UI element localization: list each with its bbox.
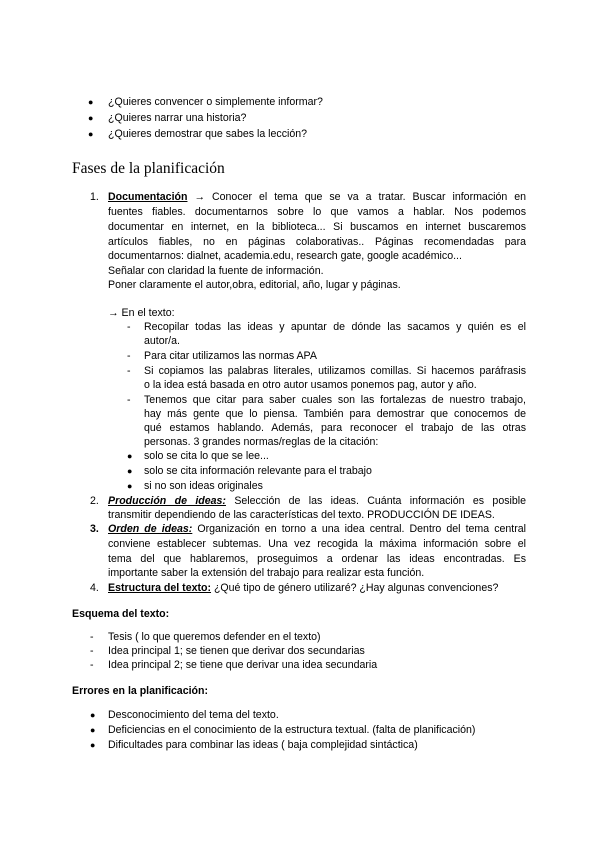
dash-icon: - xyxy=(127,365,131,377)
list-item: si no son ideas originales xyxy=(144,480,263,492)
phase-text: transmitir dependiendo de las características del texto. PRODUCCIÓN DE IDEAS. xyxy=(108,509,495,521)
phase-text: Organización en torno a una idea central. Dentro del tema central xyxy=(192,523,526,535)
bullet-icon: ● xyxy=(88,97,94,107)
dash-item-line xyxy=(144,320,526,334)
list-item: ¿Quieres narrar una historia? xyxy=(108,112,247,124)
phase-term: Estructura del texto: xyxy=(108,582,212,594)
phase-line xyxy=(108,235,526,249)
list-item: Idea principal 2; se tiene que derivar una idea secundaria xyxy=(108,659,378,671)
dash-item-text: Para citar utilizamos las normas APA xyxy=(144,350,317,362)
list-item: Dificultades para combinar las ideas ( baja complejidad sintáctica) xyxy=(108,739,418,751)
dash-item-text: Si copiamos las palabras literales, utilizamos comillas. Si hacemos paráfrasis xyxy=(144,365,526,377)
dash-item-line xyxy=(144,364,526,378)
list-item: ¿Quieres demostrar que sabes la lección? xyxy=(108,128,308,140)
phase-text: conviene establecer subtemas. Una vez recogida la máxima información sobre el xyxy=(108,538,526,550)
list-item: Tesis ( lo que queremos defender en el texto) xyxy=(108,631,321,643)
phase-number: 1. xyxy=(90,191,99,203)
phase-text: documentar en internet, en la biblioteca... Si buscamos en internet buscaremos xyxy=(108,221,526,233)
phase-text: fuentes fiables. documentarnos sobre lo que vamos a hablar. Nos podemos xyxy=(108,206,526,218)
phase-line xyxy=(108,220,526,234)
errors-heading: Errores en la planificación: xyxy=(72,685,208,697)
dash-icon: - xyxy=(127,394,131,406)
dash-item-text: o la idea está basada en otro autor usamos ponemos pag, autor y año. xyxy=(144,379,477,391)
dash-item-line xyxy=(144,421,526,435)
phase-first-line xyxy=(108,581,498,595)
bullet-icon: ● xyxy=(90,710,96,720)
dash-icon: - xyxy=(127,321,131,333)
phase-term: Producción de ideas: xyxy=(108,495,226,507)
list-item: solo se cita información relevante para el trabajo xyxy=(144,465,372,477)
phase-first-line xyxy=(108,494,526,508)
bullet-icon: ● xyxy=(90,725,96,735)
dash-item-line xyxy=(144,393,526,407)
phase-text: → Conocer el tema que se va a tratar. Buscar información en xyxy=(187,191,526,203)
phase-text: importante saber la extensión del trabajo para realizar esta función. xyxy=(108,567,425,579)
dash-item-line xyxy=(144,407,526,421)
bullet-icon: ● xyxy=(90,740,96,750)
phase-term: Orden de ideas: xyxy=(108,523,193,535)
phase-number: 3. xyxy=(90,523,99,535)
bullet-icon: ● xyxy=(88,113,94,123)
phase-number: 2. xyxy=(90,495,99,507)
bullet-icon: ● xyxy=(127,466,133,476)
phase-text: tema del que hablaremos, proseguimos a ordenar las ideas encontradas. Es xyxy=(108,553,526,565)
phase-term: Documentación xyxy=(108,191,188,203)
phase-first-line xyxy=(108,190,526,204)
dash-icon: - xyxy=(90,645,94,657)
sub-intro: → En el texto: xyxy=(108,307,175,319)
dash-icon: - xyxy=(90,659,94,671)
phase-text: ¿Qué tipo de género utilizaré? ¿Hay algunas convenciones? xyxy=(211,582,499,594)
section-title: Fases de la planificación xyxy=(72,160,225,177)
phase-text: artículos fiables, no en páginas colaborativas.. Páginas recomendadas para xyxy=(108,236,526,248)
phase-line xyxy=(108,205,526,219)
bullet-icon: ● xyxy=(127,451,133,461)
list-item: Desconocimiento del tema del texto. xyxy=(108,709,279,721)
bullet-icon: ● xyxy=(127,481,133,491)
phase-first-line xyxy=(108,522,526,536)
dash-item-text: hay más gente que lo piensa. También para demostrar que conocemos de xyxy=(144,408,526,420)
dash-icon: - xyxy=(127,350,131,362)
dash-icon: - xyxy=(90,631,94,643)
phase-number: 4. xyxy=(90,582,99,594)
phase-text: Poner claramente el autor,obra, editorial, año, lugar y páginas. xyxy=(108,279,401,291)
list-item: solo se cita lo que se lee... xyxy=(144,450,269,462)
phase-line xyxy=(108,537,526,551)
phase-line xyxy=(108,552,526,566)
dash-item-text: Recopilar todas las ideas y apuntar de dónde las sacamos y quién es el xyxy=(144,321,526,333)
dash-item-text: qué estamos hablando. Además, para reconocer el trabajo de las otras xyxy=(144,422,526,434)
list-item: ¿Quieres convencer o simplemente informar? xyxy=(108,96,323,108)
bullet-icon: ● xyxy=(88,129,94,139)
dash-item-text: Tenemos que citar para saber cuales son las fortalezas de nuestro trabajo, xyxy=(144,394,526,406)
phase-text: documentarnos: dialnet, academia.edu, research gate, google académico... xyxy=(108,250,462,262)
phase-text: Selección de las ideas. Cuánta información es posible xyxy=(225,495,526,507)
dash-item-text: autor/a. xyxy=(144,335,180,347)
outline-heading: Esquema del texto: xyxy=(72,608,170,620)
dash-item-text: personas. 3 grandes normas/reglas de la citación: xyxy=(144,436,379,448)
list-item: Idea principal 1; se tienen que derivar dos secundarias xyxy=(108,645,365,657)
phase-text: Señalar con claridad la fuente de información. xyxy=(108,265,324,277)
list-item: Deficiencias en el conocimiento de la estructura textual. (falta de planificación) xyxy=(108,724,476,736)
